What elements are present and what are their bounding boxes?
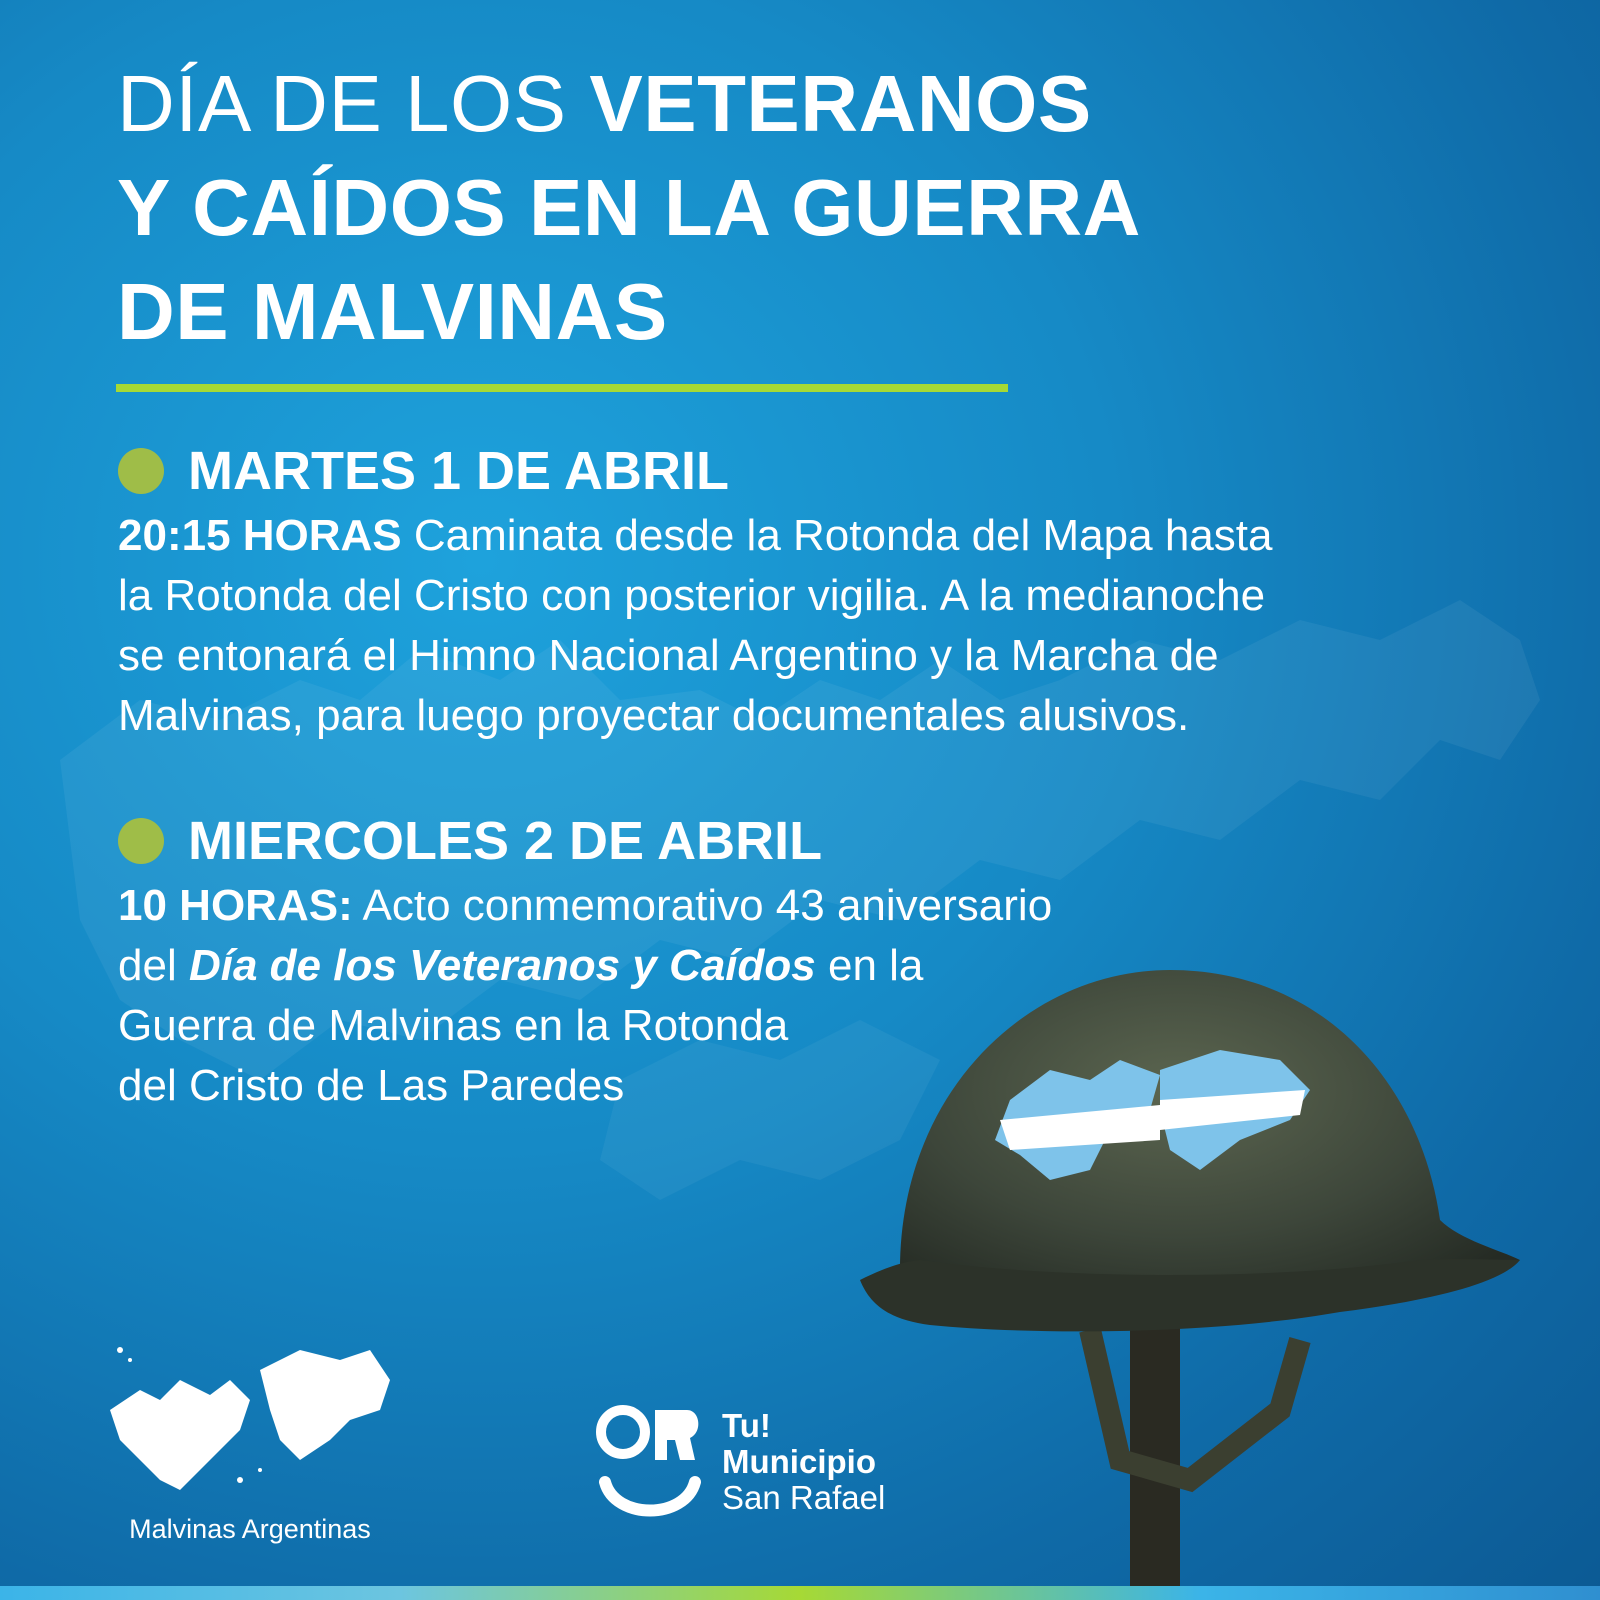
- event-text-line4: del Cristo de Las Paredes: [118, 1061, 625, 1110]
- title-line2: Y CAÍDOS EN LA GUERRA: [117, 163, 1141, 252]
- event-description: [118, 506, 1518, 746]
- municipio-line1: Tu!: [722, 1407, 771, 1444]
- municipio-line3: San Rafael: [722, 1479, 886, 1516]
- event-tuesday: [118, 436, 1518, 746]
- title-line1-light: DÍA DE LOS: [117, 59, 590, 148]
- title-line3: DE MALVINAS: [117, 267, 668, 356]
- event-text-line3: Guerra de Malvinas en la Rotonda: [118, 1001, 789, 1050]
- page-title: [117, 52, 1417, 364]
- event-text-emphasis: Día de los Veteranos y Caídos: [188, 941, 816, 990]
- bullet-dot-icon: [118, 818, 164, 864]
- event-hour: 20:15 HORAS: [118, 511, 402, 560]
- municipio-logo-text: [722, 1408, 885, 1516]
- municipio-line2: Municipio: [722, 1443, 876, 1480]
- event-text-line4: Malvinas, para luego proyectar documentales alusivos.: [118, 691, 1190, 740]
- helmet-image: [860, 940, 1560, 1600]
- title-divider: [116, 384, 1008, 392]
- malvinas-caption: Malvinas Argentinas: [129, 1514, 371, 1544]
- event-day: MARTES 1 DE ABRIL: [188, 441, 730, 501]
- event-text-line3: se entonará el Himno Nacional Argentino y la Marcha de: [118, 631, 1219, 680]
- bullet-dot-icon: [118, 448, 164, 494]
- event-text-line2-pre: del: [118, 941, 189, 990]
- event-header: [118, 806, 1228, 876]
- event-day: MIERCOLES 2 DE ABRIL: [188, 811, 823, 871]
- bottom-color-stripe: [0, 1586, 1600, 1600]
- malvinas-map-icon: [100, 1320, 400, 1520]
- event-text-line1: Caminata desde la Rotonda del Mapa hasta: [401, 511, 1273, 560]
- event-text-line2-post: en la: [815, 941, 924, 990]
- event-hour: 10 HORAS:: [118, 881, 353, 930]
- event-text-line1: Acto conmemorativo 43 aniversario: [352, 881, 1053, 930]
- event-header: [118, 436, 1518, 506]
- title-line1-bold: VETERANOS: [589, 59, 1092, 148]
- event-text-line2: la Rotonda del Cristo con posterior vigilia. A la medianoche: [118, 571, 1266, 620]
- municipio-logo-icon: [595, 1402, 705, 1520]
